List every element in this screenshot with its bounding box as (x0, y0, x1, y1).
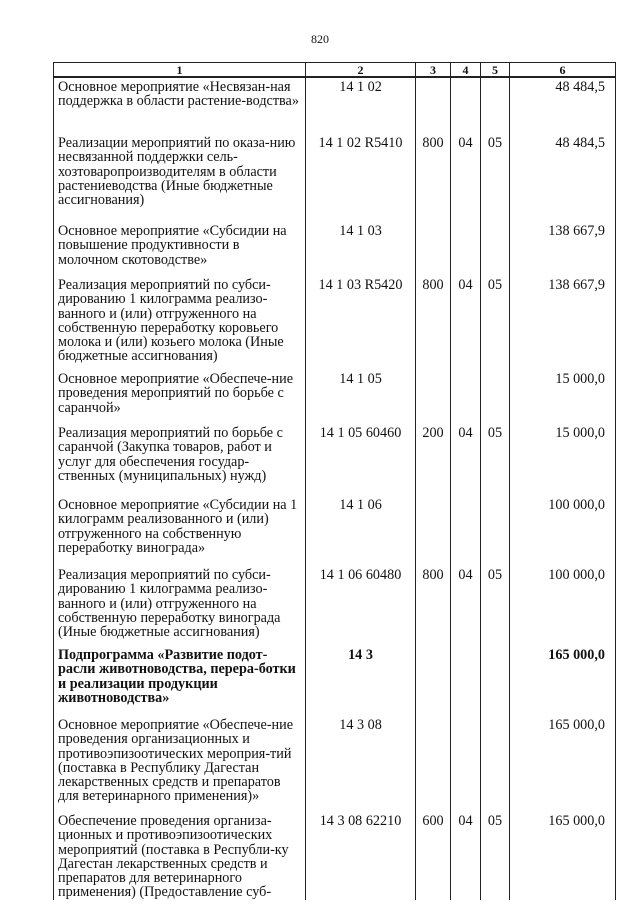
row-code: 14 3 (306, 646, 416, 716)
row-section (451, 77, 481, 134)
row-expense-type (416, 370, 451, 424)
row-code: 14 1 03 R5420 (306, 276, 416, 370)
row-subsection: 05 (481, 424, 510, 496)
row-expense-type (416, 496, 451, 566)
row-amount: 48 484,5 (510, 77, 616, 134)
row-section (451, 370, 481, 424)
table-row (54, 496, 616, 566)
row-name: Реализации мероприятий по оказа-нию несвязанной поддержки сель-хозтоваропроизводителям в области растениеводства (Иные бюджетные ассигнования) (54, 134, 306, 222)
row-name: Реализация мероприятий по субси-дированию 1 килограмма реализо-ванного и (или) отгруженного на собственную переработку коровьего молока и (или) козьего молока (Иные бюджетные ассигнования) (54, 276, 306, 370)
row-amount: 15 000,0 (510, 370, 616, 424)
row-expense-type (416, 646, 451, 716)
row-expense-type: 200 (416, 424, 451, 496)
row-subsection: 05 (481, 566, 510, 646)
row-amount: 165 000,0 (510, 812, 616, 900)
row-code: 14 1 06 (306, 496, 416, 566)
row-code: 14 1 02 (306, 77, 416, 134)
table-row (54, 566, 616, 646)
header-col-2: 2 (306, 63, 416, 78)
table-row (54, 134, 616, 222)
row-amount: 100 000,0 (510, 496, 616, 566)
row-section: 04 (451, 566, 481, 646)
row-code: 14 3 08 (306, 716, 416, 812)
row-name: Обеспечение проведения организа-ционных и противоэпизоотических мероприятий (поставка в Республи-ку Дагестан лекарственных средств и препаратов для ветеринарного применения) (Предоставление суб- (54, 812, 306, 900)
row-subsection (481, 496, 510, 566)
row-subsection (481, 646, 510, 716)
header-row (54, 63, 616, 78)
row-subsection (481, 370, 510, 424)
row-amount: 138 667,9 (510, 222, 616, 276)
row-section (451, 646, 481, 716)
row-code: 14 1 02 R5410 (306, 134, 416, 222)
row-amount: 165 000,0 (510, 716, 616, 812)
row-subsection (481, 222, 510, 276)
row-expense-type (416, 222, 451, 276)
row-section: 04 (451, 424, 481, 496)
row-name: Реализация мероприятий по борьбе с саранчой (Закупка товаров, работ и услуг для обеспечения государ-ственных (муниципальных) нужд) (54, 424, 306, 496)
row-name: Реализация мероприятий по субси-дированию 1 килограмма реализо-ванного и (или) отгруженного на собственную переработку винограда (Иные бюджетные ассигнования) (54, 566, 306, 646)
row-section: 04 (451, 812, 481, 900)
row-subsection (481, 77, 510, 134)
table-row (54, 812, 616, 900)
row-expense-type: 800 (416, 134, 451, 222)
table-row (54, 716, 616, 812)
table-row (54, 77, 616, 134)
row-name: Основное мероприятие «Обеспече-ние проведения мероприятий по борьбе с саранчой» (54, 370, 306, 424)
row-code: 14 1 06 60480 (306, 566, 416, 646)
budget-table (53, 62, 616, 900)
header-col-3: 3 (416, 63, 451, 78)
row-name: Основное мероприятие «Несвязан-ная поддержка в области растение-водства» (54, 77, 306, 134)
page-number: 820 (311, 32, 329, 46)
table-row (54, 646, 616, 716)
row-subsection: 05 (481, 812, 510, 900)
row-name: Основное мероприятие «Обеспече-ние проведения организационных и противоэпизоотических мероприя-тий (поставка в Республику Дагестан лекарственных средств и препаратов для ветеринарного применения)» (54, 716, 306, 812)
table-row (54, 276, 616, 370)
table-header (54, 63, 616, 78)
row-expense-type: 800 (416, 276, 451, 370)
table-body (54, 77, 616, 900)
row-code: 14 1 03 (306, 222, 416, 276)
row-expense-type (416, 77, 451, 134)
row-name: Основное мероприятие «Субсидии на повышение продуктивности в молочном скотоводстве» (54, 222, 306, 276)
row-expense-type: 800 (416, 566, 451, 646)
row-amount: 15 000,0 (510, 424, 616, 496)
row-subsection: 05 (481, 134, 510, 222)
row-code: 14 3 08 62210 (306, 812, 416, 900)
row-expense-type (416, 716, 451, 812)
header-col-5: 5 (481, 63, 510, 78)
row-subsection (481, 716, 510, 812)
table-row (54, 424, 616, 496)
row-section (451, 716, 481, 812)
row-name: Основное мероприятие «Субсидии на 1 килограмм реализованного и (или) отгруженного на собственную переработку винограда» (54, 496, 306, 566)
header-col-1: 1 (54, 63, 306, 78)
row-section (451, 222, 481, 276)
row-amount: 165 000,0 (510, 646, 616, 716)
table-row (54, 370, 616, 424)
header-col-6: 6 (510, 63, 616, 78)
row-section (451, 496, 481, 566)
row-subsection: 05 (481, 276, 510, 370)
row-code: 14 1 05 (306, 370, 416, 424)
row-section: 04 (451, 134, 481, 222)
row-section: 04 (451, 276, 481, 370)
row-amount: 100 000,0 (510, 566, 616, 646)
row-name: Подпрограмма «Развитие подот-расли животноводства, перера-ботки и реализации продукции животноводства» (54, 646, 306, 716)
row-amount: 138 667,9 (510, 276, 616, 370)
row-amount: 48 484,5 (510, 134, 616, 222)
row-code: 14 1 05 60460 (306, 424, 416, 496)
header-col-4: 4 (451, 63, 481, 78)
table-row (54, 222, 616, 276)
row-expense-type: 600 (416, 812, 451, 900)
